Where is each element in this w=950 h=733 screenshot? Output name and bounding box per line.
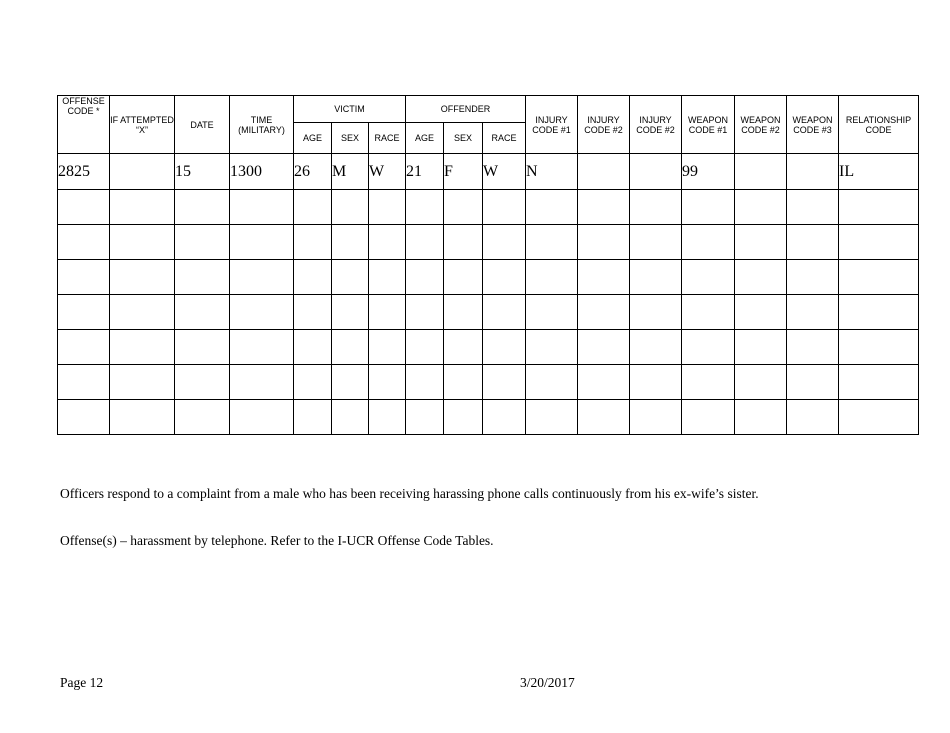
header-time: TIME (MILITARY) [230,96,294,154]
cell-offender-age[interactable] [406,400,444,435]
table-row [58,154,919,190]
cell-offender-sex[interactable] [444,190,483,225]
cell-offense-code[interactable] [58,190,110,225]
cell-weapon-code-3[interactable] [787,190,839,225]
cell-offender-race[interactable] [483,400,526,435]
cell-weapon-code-3[interactable] [787,225,839,260]
cell-victim-age[interactable] [294,330,332,365]
cell-offender-sex[interactable] [444,295,483,330]
cell-offender-sex[interactable] [444,225,483,260]
table-row [58,225,919,260]
header-victim-age: AGE [294,123,332,154]
cell-time[interactable]: 1300 [230,154,294,190]
cell-injury-code-2[interactable] [578,295,630,330]
cell-offender-age[interactable] [406,330,444,365]
incident-form-table [57,95,919,435]
cell-weapon-code-3[interactable] [787,365,839,400]
offense-text: Offense(s) – harassment by telephone. Refer to the I-UCR Offense Code Tables. [60,533,494,548]
cell-offender-race[interactable] [483,190,526,225]
cell-injury-code-2[interactable] [578,365,630,400]
header-offender-sex: SEX [444,123,483,154]
cell-injury-code-3[interactable] [630,260,682,295]
cell-victim-age[interactable] [294,225,332,260]
cell-offender-sex[interactable] [444,400,483,435]
cell-weapon-code-1[interactable] [682,400,735,435]
cell-weapon-code-1[interactable] [682,365,735,400]
cell-weapon-code-3[interactable] [787,260,839,295]
cell-date[interactable] [175,190,230,225]
cell-injury-code-1[interactable] [526,330,578,365]
cell-offender-race[interactable] [483,365,526,400]
cell-offender-age[interactable] [406,190,444,225]
cell-injury-code-2[interactable] [578,190,630,225]
cell-date[interactable] [175,330,230,365]
cell-if-attempted[interactable] [110,365,175,400]
cell-weapon-code-2[interactable] [735,190,787,225]
cell-relationship-code[interactable] [839,295,919,330]
header-date: DATE [175,96,230,154]
cell-if-attempted[interactable] [110,260,175,295]
cell-if-attempted[interactable] [110,295,175,330]
cell-date[interactable] [175,365,230,400]
cell-relationship-code[interactable] [839,225,919,260]
cell-victim-age[interactable] [294,365,332,400]
header-weapon-code-3: WEAPON CODE #3 [787,96,839,154]
cell-injury-code-3[interactable] [630,154,682,190]
cell-time[interactable] [230,295,294,330]
cell-offender-sex[interactable] [444,260,483,295]
cell-offender-race[interactable]: W [483,154,526,190]
cell-offense-code[interactable]: 2825 [58,154,110,190]
cell-relationship-code[interactable] [839,260,919,295]
header-weapon-code-1: WEAPON CODE #1 [682,96,735,154]
cell-injury-code-2[interactable] [578,225,630,260]
cell-offender-age[interactable] [406,225,444,260]
cell-relationship-code[interactable] [839,330,919,365]
cell-victim-race[interactable] [369,295,406,330]
cell-victim-sex[interactable] [332,365,369,400]
cell-offender-race[interactable] [483,330,526,365]
cell-injury-code-3[interactable] [630,330,682,365]
cell-weapon-code-3[interactable] [787,330,839,365]
cell-victim-race[interactable] [369,225,406,260]
cell-offender-race[interactable] [483,225,526,260]
cell-injury-code-1[interactable] [526,190,578,225]
cell-offense-code[interactable] [58,330,110,365]
header-victim: VICTIM [294,96,406,123]
cell-weapon-code-2[interactable] [735,295,787,330]
cell-weapon-code-1[interactable] [682,260,735,295]
header-offender: OFFENDER [406,96,526,123]
cell-injury-code-2[interactable] [578,400,630,435]
cell-weapon-code-1[interactable] [682,190,735,225]
cell-date[interactable] [175,400,230,435]
form-body [58,154,919,435]
cell-time[interactable] [230,400,294,435]
cell-offender-race[interactable] [483,295,526,330]
cell-if-attempted[interactable] [110,330,175,365]
cell-offender-sex[interactable]: F [444,154,483,190]
cell-offense-code[interactable] [58,400,110,435]
cell-victim-age[interactable] [294,400,332,435]
scenario-text: Officers respond to a complaint from a male who has been receiving harassing phone calls continuously from his ex-wife’s sister. [60,486,759,501]
header-offender-age: AGE [406,123,444,154]
cell-weapon-code-3[interactable] [787,295,839,330]
cell-victim-race[interactable]: W [369,154,406,190]
cell-victim-race[interactable] [369,400,406,435]
cell-time[interactable] [230,190,294,225]
cell-date[interactable] [175,225,230,260]
cell-relationship-code[interactable] [839,190,919,225]
header-offense-code: OFFENSE CODE * [58,96,110,154]
cell-victim-age[interactable] [294,260,332,295]
table-row [58,400,919,435]
cell-victim-age[interactable] [294,190,332,225]
cell-injury-code-2[interactable] [578,154,630,190]
table-row [58,190,919,225]
header-if-attempted: IF ATTEMPTED “X” [110,96,175,154]
cell-victim-race[interactable] [369,330,406,365]
cell-victim-race[interactable] [369,365,406,400]
cell-injury-code-1[interactable] [526,260,578,295]
cell-weapon-code-3[interactable] [787,154,839,190]
cell-if-attempted[interactable] [110,190,175,225]
cell-victim-sex[interactable] [332,295,369,330]
table-row [58,295,919,330]
cell-weapon-code-2[interactable] [735,330,787,365]
cell-relationship-code[interactable] [839,400,919,435]
cell-offense-code[interactable] [58,365,110,400]
cell-injury-code-3[interactable] [630,365,682,400]
cell-injury-code-1[interactable] [526,225,578,260]
cell-injury-code-3[interactable] [630,225,682,260]
cell-weapon-code-3[interactable] [787,400,839,435]
cell-date[interactable]: 15 [175,154,230,190]
page-number: Page 12 [60,675,104,690]
table-row [58,365,919,400]
cell-injury-code-1[interactable] [526,365,578,400]
header-victim-sex: SEX [332,123,369,154]
cell-injury-code-1[interactable] [526,295,578,330]
cell-weapon-code-2[interactable] [735,225,787,260]
cell-weapon-code-2[interactable] [735,365,787,400]
cell-weapon-code-1[interactable] [682,330,735,365]
cell-victim-sex[interactable]: M [332,154,369,190]
cell-offender-age[interactable] [406,260,444,295]
cell-victim-sex[interactable] [332,330,369,365]
cell-if-attempted[interactable] [110,225,175,260]
header-victim-race: RACE [369,123,406,154]
cell-injury-code-1[interactable]: N [526,154,578,190]
cell-injury-code-2[interactable] [578,260,630,295]
cell-weapon-code-1[interactable] [682,225,735,260]
cell-victim-race[interactable] [369,190,406,225]
cell-time[interactable] [230,330,294,365]
cell-weapon-code-1[interactable]: 99 [682,154,735,190]
cell-offender-age[interactable]: 21 [406,154,444,190]
cell-victim-sex[interactable] [332,190,369,225]
cell-offender-race[interactable] [483,260,526,295]
table-row [58,330,919,365]
cell-victim-age[interactable] [294,295,332,330]
cell-weapon-code-1[interactable] [682,295,735,330]
cell-if-attempted[interactable] [110,400,175,435]
cell-relationship-code[interactable]: IL [839,154,919,190]
cell-victim-sex[interactable] [332,260,369,295]
cell-injury-code-2[interactable] [578,330,630,365]
cell-date[interactable] [175,295,230,330]
cell-victim-sex[interactable] [332,400,369,435]
cell-injury-code-3[interactable] [630,190,682,225]
cell-offense-code[interactable] [58,225,110,260]
table-row [58,260,919,295]
header-offender-race: RACE [483,123,526,154]
cell-victim-sex[interactable] [332,225,369,260]
cell-time[interactable] [230,365,294,400]
cell-offender-age[interactable] [406,365,444,400]
cell-if-attempted[interactable] [110,154,175,190]
cell-time[interactable] [230,260,294,295]
cell-offender-sex[interactable] [444,365,483,400]
cell-offense-code[interactable] [58,295,110,330]
header-injury-code-1: INJURY CODE #1 [526,96,578,154]
cell-victim-age[interactable]: 26 [294,154,332,190]
cell-injury-code-3[interactable] [630,400,682,435]
header-weapon-code-2: WEAPON CODE #2 [735,96,787,154]
header-injury-code-3: INJURY CODE #2 [630,96,682,154]
cell-victim-race[interactable] [369,260,406,295]
cell-offense-code[interactable] [58,260,110,295]
cell-injury-code-3[interactable] [630,295,682,330]
cell-injury-code-1[interactable] [526,400,578,435]
cell-offender-age[interactable] [406,295,444,330]
cell-relationship-code[interactable] [839,365,919,400]
header-injury-code-2: INJURY CODE #2 [578,96,630,154]
cell-date[interactable] [175,260,230,295]
cell-weapon-code-2[interactable] [735,154,787,190]
cell-offender-sex[interactable] [444,330,483,365]
footer-date: 3/20/2017 [520,675,575,690]
header-relationship-code: RELATIONSHIP CODE [839,96,919,154]
cell-time[interactable] [230,225,294,260]
cell-weapon-code-2[interactable] [735,400,787,435]
cell-weapon-code-2[interactable] [735,260,787,295]
